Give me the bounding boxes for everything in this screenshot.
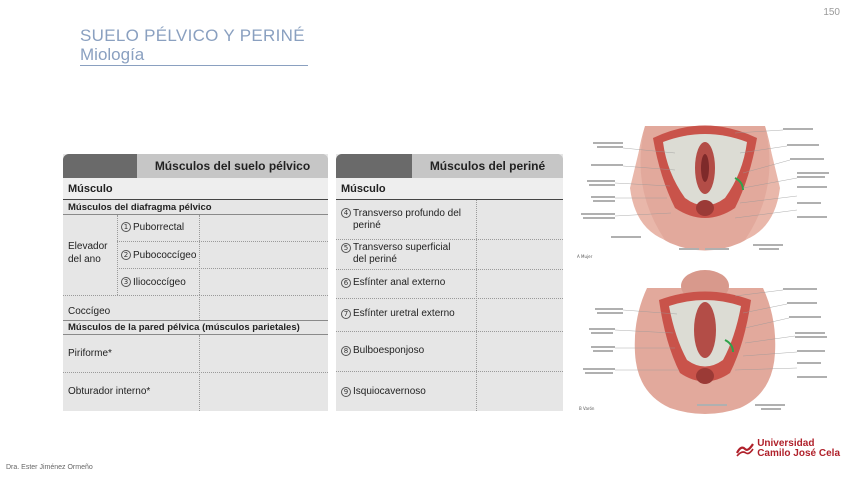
- number-badge: 4: [341, 208, 351, 218]
- muscle-coccigeo: Coccígeo: [68, 306, 111, 317]
- perineum-anatomy-figure: [575, 118, 837, 418]
- number-badge: 2: [121, 250, 131, 260]
- muscle-name: Esfínter uretral externo: [353, 308, 455, 319]
- section-pelvic-wall: Músculos de la pared pélvica (músculos parietales): [63, 320, 328, 335]
- logo-line-1: Universidad: [757, 438, 815, 449]
- muscle-name: Transverso superficial del periné: [353, 242, 451, 265]
- muscle-name: Bulboesponjoso: [353, 345, 425, 356]
- perineum-muscles-table: [336, 154, 563, 411]
- muscle-obturador-interno: Obturador interno*: [68, 386, 151, 397]
- group-divider: [117, 215, 118, 295]
- female-perineum-illustration: [630, 126, 780, 251]
- figure-label-female: A Mujer: [577, 254, 593, 259]
- logo-line-2: Camilo José Cela: [757, 448, 840, 459]
- muscle-piriforme: Piriforme*: [68, 348, 112, 359]
- page-number: 150: [823, 7, 840, 18]
- anatomy-illustration: [575, 118, 837, 418]
- number-badge: 8: [341, 346, 351, 356]
- section-pelvic-diaphragm: Músculos del diafragma pélvico: [63, 200, 328, 215]
- university-logo-text: [757, 439, 840, 459]
- levator-ani-label: Elevador del ano: [68, 241, 108, 265]
- footer-author: Dra. Ester Jiménez Ormeño: [6, 464, 93, 471]
- muscle-transverso-superficial: [336, 240, 563, 268]
- title-block: [80, 26, 310, 66]
- figure-label-male: B Varón: [579, 406, 595, 411]
- muscle-name: Iliococcígeo: [133, 276, 186, 288]
- page-title: SUELO PÉLVICO Y PERINÉ: [80, 26, 305, 45]
- number-badge: 9: [341, 387, 351, 397]
- muscle-name: Esfínter anal externo: [353, 277, 446, 288]
- levator-ani-group: [63, 215, 328, 295]
- muscle-isquiocavernoso: [336, 372, 563, 411]
- muscle-name: Isquiocavernoso: [353, 385, 426, 397]
- right-col-header: Músculo: [336, 178, 563, 200]
- value-divider: [199, 295, 200, 320]
- number-badge: 7: [341, 309, 351, 319]
- muscle-esfinter-anal: [336, 270, 563, 296]
- university-logo-icon: [736, 441, 754, 457]
- muscle-pubococcigeo: [121, 248, 196, 262]
- muscle-name: Transverso profundo del periné: [353, 208, 462, 231]
- muscle-puborrectal: [121, 220, 184, 234]
- row-divider: [117, 268, 328, 269]
- male-perineum-illustration: [635, 270, 776, 414]
- university-logo: [736, 439, 840, 459]
- header-dark-block: [63, 154, 137, 178]
- muscle-name: Puborrectal: [133, 221, 185, 233]
- pelvic-floor-table-title: Músculos del suelo pélvico: [137, 154, 328, 178]
- perineum-table-header: [336, 154, 563, 178]
- muscle-esfinter-uretral: [336, 299, 563, 329]
- perineum-table-title: Músculos del periné: [412, 154, 563, 178]
- number-badge: 1: [121, 222, 131, 232]
- header-dark-block: [336, 154, 412, 178]
- number-badge: 6: [341, 278, 351, 288]
- muscle-name: Pubococcígeo: [133, 249, 197, 261]
- muscle-transverso-profundo: [336, 202, 563, 238]
- number-badge: 5: [341, 243, 351, 253]
- row-divider: [117, 241, 328, 242]
- value-divider: [199, 215, 200, 295]
- number-badge: 3: [121, 277, 131, 287]
- muscle-iliococcigeo: [121, 275, 186, 289]
- page-subtitle: Miología: [80, 45, 308, 66]
- pelvic-floor-muscles-table: [63, 154, 328, 411]
- muscle-bulboesponjoso: [336, 332, 563, 370]
- pelvic-floor-table-header: [63, 154, 328, 178]
- left-col-header: Músculo: [63, 178, 328, 200]
